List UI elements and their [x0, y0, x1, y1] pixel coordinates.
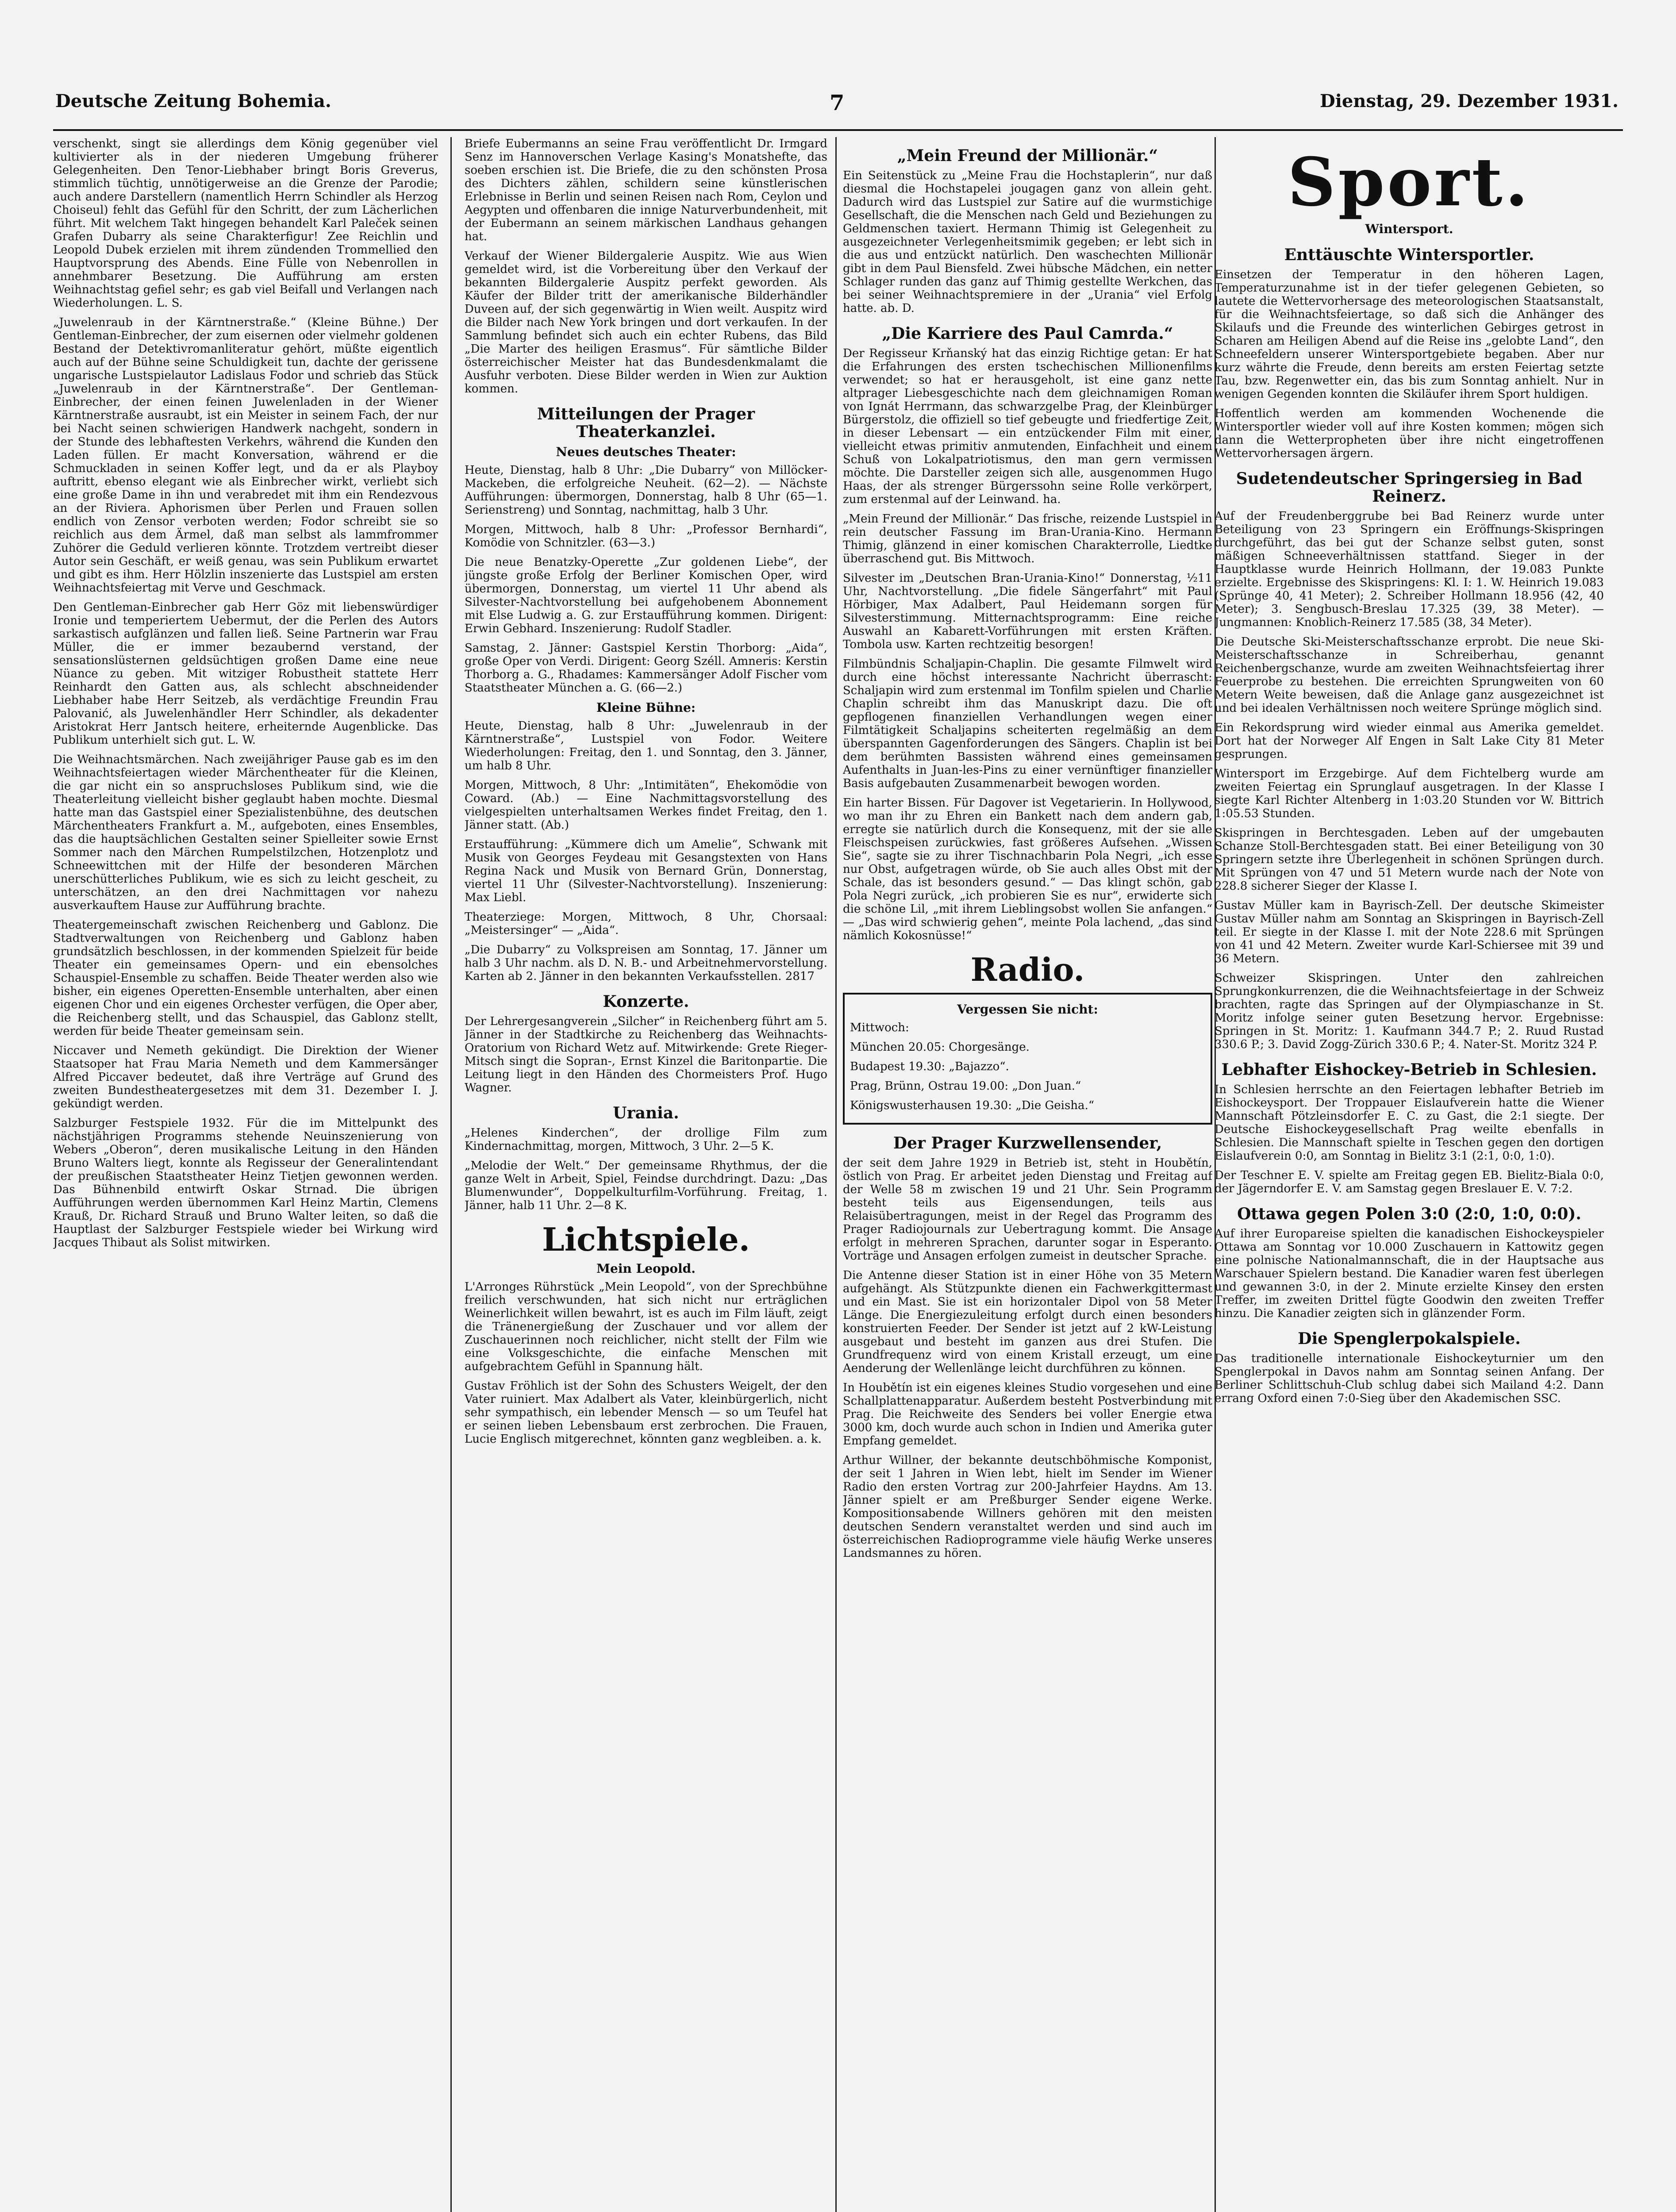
section-heading: „Mein Freund der Millionär.“ [897, 146, 1158, 165]
article-paragraph: Ein harter Bissen. Für Dagover ist Vegetarierin. In Hollywood, wo man ihr zu Ehren ein Bankett nach dem andern gab, erregte sie natürlich durch die Konsequenz, mit der sie alle Fleischspeisen zurückwies, fast größeres Aufsehen. „Wissen Sie“, sagte sie zu ihrer Tischnachbarin Pola Negri, „ich esse nur Obst, aufgetragen würde, ob Sie auch alles Obst mit der Schale, das ist besonders gesund.“ — Das klingt schön, gab Pola Negri zurück, „ich probieren Sie es nur“, erwiderte sich die schöne Lil, „mit ihrem Lieblingsobst wollen Sie anfangen.“ — „Das wird schwierig gehen“, meinte Pola lachend, „das sind nämlich Kokosnüsse!“ [843, 796, 1212, 942]
article-paragraph: Die Antenne dieser Station ist in einer Höhe von 35 Metern aufgehängt. Als Stützpunkte dienen ein Fachwerkgittermast und ein Mast. Sie ist ein horizontaler Dipol von 58 Meter Länge. Die Energiezuleitung erfolgt durch einen besonders konstruierten Feeder. Der Sender ist jetzt auf 2 kW-Leistung ausgebaut und besteht im ganzen aus drei Stufen. Die Grundfrequenz wird von einem Kristall erzeugt, um eine Aenderung der Wellenlänge leicht durchführen zu können. [843, 1269, 1212, 1375]
article-paragraph: Arthur Willner, der bekannte deutschböhmische Komponist, der seit 1 Jahren in Wien lebt, hielt im Sender im Wiener Radio den ersten Vortrag zur 200-Jahrfeier Haydns. Am 13. Jänner spielt er am Preßburger Sender eigene Werke. Kompositionsabende Willners gehören mit den meisten deutschen Sendern veranstaltet werden und sind auch im österreichischen Radioprogramme viele häufig Werke unseres Landsmannes zu hören. [843, 1454, 1212, 1560]
article-paragraph: Ein Rekordsprung wird wieder einmal aus Amerika gemeldet. Dort hat der Norweger Alf Engen in Salt Lake City 81 Meter gesprungen. [1215, 721, 1604, 761]
section-heading: Konzerte. [603, 992, 689, 1011]
article-paragraph: der seit dem Jahre 1929 in Betrieb ist, steht in Houbětín, östlich von Prag. Er arbeitet jeden Dienstag und Freitag auf der Welle 58 m zwischen 19 und 21 Uhr. Sein Programm besteht teils aus Eigensendungen, teils aus Relaisübertragungen, meist in der Regel das Programm des Prager Radiojournals zur Uebertragung kommt. Die Ansage erfolgt in mehreren Sprachen, darunter sogar in Esperanto. Vorträge und Ansagen erfolgen zumeist in deutscher Sprache. [843, 1156, 1212, 1263]
section-heading: Die Spenglerpokalspiele. [1298, 1329, 1521, 1348]
article-paragraph: Samstag, 2. Jänner: Gastspiel Kerstin Thorborg: „Aida“, große Oper von Verdi. Dirigent: Georg Széll. Amneris: Kerstin Thorborg a. G., Rhadames: Kammersänger Adolf Fischer vom Staatstheater München a. G. (66—2.) [465, 641, 827, 695]
article-paragraph: Salzburger Festspiele 1932. Für die im Mittelpunkt des nächstjährigen Programms stehende Neuinszenierung von Webers „Oberon“, deren musikalische Leitung in den Händen Bruno Walters liegt, konnte als Regisseur der Generalintendant der preußischen Staatstheater Heinz Tietjen gewonnen werden. Das Bühnenbild entwirft Oskar Strnad. Die übrigen Aufführungen werden übernommen Karl Heinz Martin, Clemens Krauß, Dr. Richard Strauß und Bruno Walter leiten, so daß die Hauptlast der Salzburger Festspiele wieder bei Wirkung wird Jacques Thibaut als Solist mitwirken. [53, 1117, 438, 1249]
article-paragraph: „Helenes Kinderchen“, der drollige Film zum Kindernachmittag, morgen, Mittwoch, 3 Uhr. 2—5 K. [465, 1126, 827, 1153]
page-number: 7 [830, 91, 845, 115]
article-paragraph: Verkauf der Wiener Bildergalerie Auspitz. Wie aus Wien gemeldet wird, ist die Vorbereitung über den Verkauf der bekannten Bildergalerie Auspitz perfekt geworden. Als Käufer der Bilder tritt der amerikanische Bilderhändler Duveen auf, der sich gegenwärtig in Wien weilt. Auspitz wird die Bilder nach New York bringen und dort verkaufen. In der Sammlung befindet sich auch ein echter Rubens, das Bild „Die Marter des heiligen Erasmus“. Für sämtliche Bilder österreichischer Meister hat das Bundesdenkmalamt die Ausfuhr verboten. Diese Bilder werden in Wien zur Auktion kommen. [465, 250, 827, 396]
radio-box-line: München 20.05: Chorgesänge. [850, 1041, 1030, 1054]
article-paragraph: Filmbündnis Schaljapin-Chaplin. Die gesamte Filmwelt wird durch eine höchst interessante Nachricht überrascht: Schaljapin wird zum erstenmal im Tonfilm spielen und Charlie Chaplin schreibt ihm das Manuskript dazu. Die oft gepflogenen finanziellen Verhandlungen wegen einer Filmtätigkeit Schaljapins scheiterten regelmäßig an dem überspannten Gagenforderungen des Sängers. Chaplin ist bei dem berühmten Bassisten während eines gemeinsamen Aufenthalts in Juan-les-Pins zu einer vernünftiger finanzieller Basis aufgebauten Zusammenarbeit bewogen worden. [843, 657, 1212, 790]
section-heading: Lichtspiele. [542, 1221, 750, 1258]
section-heading: Der Prager Kurzwellensender, [893, 1134, 1162, 1152]
article-paragraph: Auf der Freudenberggrube bei Bad Reinerz wurde unter Beteiligung von 23 Springern ein Eröffnungs-Skispringen durchgeführt, das bei gut der Schanze selbst guten, sonst mäßigen Schneeverhältnissen stattfand. Sieger in der Hauptklasse wurde Heinrich Hollmann, der 19.083 Punkte erzielte. Ergebnisse des Skispringens: Kl. I: 1. W. Heinrich 19.083 (Sprünge 40, 41 Meter); 2. Schreiber Hollmann 18.956 (42, 40 Meter); 3. Sengbusch-Breslau 17.325 (39, 38 Meter). — Jungmannen: Knoblich-Reinerz 17.585 (38, 34 Meter). [1215, 510, 1604, 629]
article-paragraph: In Houbětín ist ein eigenes kleines Studio vorgesehen und eine Schallplattenapparatur. Außerdem besteht Postverbindung mit Prag. Die Reichweite des Senders bei voller Energie etwa 3000 km, doch wurde auch schon in Indien und Amerika guter Empfang gemeldet. [843, 1381, 1212, 1448]
article-paragraph: Der Teschner E. V. spielte am Freitag gegen EB. Bielitz-Biala 0:0, der Jägerndorfer E. V. am Samstag gegen Breslauer E. V. 7:2. [1215, 1169, 1604, 1195]
radio-box-line: Budapest 19.30: „Bajazzo“. [850, 1060, 1009, 1073]
section-heading: Ottawa gegen Polen 3:0 (2:0, 1:0, 0:0). [1237, 1205, 1581, 1223]
sub-heading: Neues deutsches Theater: [556, 445, 736, 459]
sub-heading: Wintersport. [1365, 222, 1453, 236]
column-1 [53, 137, 438, 2212]
section-heading: Sport. [1288, 143, 1531, 221]
article-paragraph: Skispringen in Berchtesgaden. Leben auf der umgebauten Schanze Stoll-Berchtesgaden statt. Bei einer Beteiligung von 30 Springern setzte ihre Überlegenheit in schönen Sprüngen durch. Mit Sprüngen von 47 und 51 Metern wurde nach der Note von 228.8 sicherer Sieger der Klasse I. [1215, 826, 1604, 893]
article-paragraph: Theatergemeinschaft zwischen Reichenberg und Gablonz. Die Stadtverwaltungen von Reichenberg und Gablonz haben grundsätzlich beschlossen, in der kommenden Spielzeit für beide Theater ein gemeinsames Opern- und ein ebensolches Schauspiel-Ensemble zu schaffen. Beide Theater werden also wie bisher, ein eigenes Operetten-Ensemble unterhalten, aber einen eigenen Chor und ein eigenes Orchester verfügen, die Oper aber, die Reichenberg stellt, und das Schauspiel, das Gablonz stellt, werden für beide Theater gemeinsam sein. [53, 918, 438, 1038]
article-paragraph: In Schlesien herrschte an den Feiertagen lebhafter Betrieb im Eishockeysport. Der Troppauer Eislaufverein hatte die Wiener Mannschaft Pötzleinsdorfer E. C. zu Gast, die 2:1 siegte. Der Deutsche Eishockeygesellschaft Prag weilte ebenfalls in Schlesien. Die Mannschaft spielte in Teschen gegen den dortigen Eislaufverein 0:0, am Sonntag in Bielitz 3:1 (2:1, 0:0, 1:0). [1215, 1083, 1604, 1163]
article-paragraph: Briefe Eubermanns an seine Frau veröffentlicht Dr. Irmgard Senz im Hannoverschen Verlage Kasing's Monatshefte, das soeben erschien ist. Die Briefe, die zu den schönsten Prosa des Dichters zählen, schildern seine künstlerischen Erlebnisse in Berlin und seinen Reisen nach Rom, Ceylon und Aegypten und offenbaren die innige Naturverbundenheit, mit der Eubermann an seinem märkischen Landhaus gehangen hat. [465, 137, 827, 243]
article-paragraph: Der Regisseur Krňanský hat das einzig Richtige getan: Er hat die Erfahrungen des ersten tschechischen Millionenfilms verwendet; so hat er herausgeholt, ist eine ganz nette altprager Liebesgeschichte nach dem gleichnamigen Roman von Ignát Herrmann, das schwarzgelbe Prag, der Kleinbürger Bürgerstolz, die offiziell so tief gebeugte und friedfertige Zeit, in dieser Lebensart — ein entzückender Film mit einer, vielleicht etwas primitiv anmutenden, Einfachheit und einem Schuß von Lokalpatriotismus, den man gern vermissen möchte. Die Darsteller zeigen sich alle, ausgenommen Hugo Haas, der als strenger Bürgerssohn seine Rolle verkörpert, zum erstenmal auf der Leinwand. ha. [843, 347, 1212, 506]
article-paragraph: Theaterziege: Morgen, Mittwoch, 8 Uhr, Chorsaal: „Meistersinger“ — „Aida“. [465, 910, 827, 937]
article-paragraph: Ein Seitenstück zu „Meine Frau die Hochstaplerin“, nur daß diesmal die Hochstapelei jougagen ganz von allein geht. Dadurch wird das Lustspiel zur Satire auf die wurmstichige Gesellschaft, die die Menschen nach Geld und Beziehungen zu Geldmenschen taxiert. Hermann Thimig ist Gelegenheit zu ausgezeichneter Verlegenheitsmimik gegeben; er lebt sich in die aus und entzückt natürlich. Den waschechten Millionär gibt in dem Paul Biensfeld. Zwei hübsche Mädchen, ein netter Schlager runden das ganz auf Thimig gestellte Werkchen, das bei seiner Weihnachtspremiere in der „Urania“ viel Erfolg hatte. ab. D. [843, 169, 1212, 315]
sub-heading: Mein Leopold. [596, 1261, 696, 1276]
article-paragraph: „Juwelenraub in der Kärntnerstraße.“ (Kleine Bühne.) Der Gentleman-Einbrecher, der zum eisernen oder vielmehr goldenen Bestand der Detektivromanliteratur gehört, müßte eigentlich auch auf der Bühne seine Schuldigkeit tun, dachte der gerissene ungarische Lustspielautor Ladislaus Fodor und schrieb das Stück „Juwelenraub in der Kärntnerstraße“. Der Gentleman-Einbrecher, der einen feinen Juwelenladen in der Wiener Kärntnerstraße ausraubt, ist ein Meister in seinem Fach, der nur bei Nacht seinen schwierigen Handwerk nachgeht, sondern in der Stunde des lebhaftesten Verkehrs, während die Kunden den Laden füllen. Er macht Konversation, während er die Schmuckladen in seinen Koffer legt, und da er als Playboy auftritt, ebenso elegant wie als Einbrecher wirkt, verliebt sich eine große Dame in ihn und verabredet mit ihm ein Rendezvous an der Riviera. Aphorismen über Perlen und Frauen sollen endlich von Zensor verboten werden; Fodor schreibt sie so reichlich aus dem Ärmel, daß man selbst als lammfrommer Zuhörer die Geduld verlieren könnte. Trotzdem vertreibt dieser Autor sein Geschäft, er weiß genau, was sein Publikum erwartet und gibt es ihm. Herr Hölzlin inszenierte das Lustspiel am ersten Weihnachtsfeiertag mit Verve und Geschmack. [53, 316, 438, 595]
article-paragraph: Der Lehrergesangverein „Silcher“ in Reichenberg führt am 5. Jänner in der Stadtkirche zu Reichenberg das Weihnachts-Oratorium von Richard Wetz auf. Mitwirkende: Grete Rieger-Mitsch singt die Sopran-, Ernst Kinzel die Baritonpartie. Die Leitung liegt in den Händen des Chormeisters Prof. Hugo Wagner. [465, 1015, 827, 1094]
section-heading: Sudetendeutscher Springersieg in Bad Reinerz. [1236, 469, 1583, 506]
radio-box-line: Mittwoch: [850, 1021, 909, 1034]
article-paragraph: Gustav Müller kam in Bayrisch-Zell. Der deutsche Skimeister Gustav Müller nahm am Sonntag an Skispringen in Bayrisch-Zell teil. Er siegte in der Klasse I. mit der Note 228.6 mit Sprüngen von 41 und 42 Metern. Zweiter wurde Karl-Schiersee mit 39 und 36 Metern. [1215, 899, 1604, 965]
article-paragraph: Gustav Fröhlich ist der Sohn des Schusters Weigelt, der den Vater ruiniert. Max Adalbert als Vater, kleinbürgerlich, nicht sehr sympathisch, ein lebender Mensch — so um Teufel hat er seinen lieben Lebensbaum erst zerbrochen. Die Frauen, Lucie Englisch mitgerechnet, könnten ganz wegbleiben. a. k. [465, 1379, 827, 1446]
section-heading: Enttäuschte Wintersportler. [1284, 246, 1534, 264]
article-paragraph: Auf ihrer Europareise spielten die kanadischen Eishockeyspieler Ottawa am Sonntag vor 10.000 Zuschauern in Kattowitz gegen eine polnische Nationalmannschaft, die in der Hauptsache aus Warschauer Spielern bestand. Die Kanadier waren fest überlegen und gewannen 3:0, in der 2. Minute erzielte Kinsey den ersten Treffer, im zweiten Drittel fügte Goodwin den zweiten Treffer hinzu. Die Kanadier zeigten sich in glänzender Form. [1215, 1227, 1604, 1320]
article-paragraph: verschenkt, singt sie allerdings dem König gegenüber viel kultivierter als in der niederen Umgebung früherer Gelegenheiten. Den Tenor-Liebhaber bringt Boris Greverus, stimmlich tüchtig, unnötigerweise an die Grenze der Parodie; auch andere Darstellern (namentlich Herrn Schindler als Herzog Choiseul) fehlt das Gefühl für den Schritt, der zum Lächerlichen führt. Mit welchem Takt hingegen behandelt Karl Paleček seinen Grafen Dubarry als seine Charakterfigur! Zee Reichlin und Leopold Dubek erzielen mit ihrem zündenden Trommellied den Hauptvorsprung des Abends. Eine Fülle von Nebenrollen in annehmbarer Besetzung. Die Aufführung am ersten Weihnachtstag gefiel sehr; es gab viel Beifall und Verlangen nach Wiederholungen. L. S. [53, 137, 438, 310]
article-paragraph: Schweizer Skispringen. Unter den zahlreichen Sprungkonkurrenzen, die die Weihnachtsfeiertage in der Schweiz brachten, ragte das Springen auf der Olympiaschanze in St. Moritz infolge seiner guten Besetzung hervor. Ergebnisse: Springen in St. Moritz: 1. Kaufmann 344.7 P.; 2. Ruud Rustad 330.6 P.; 3. David Zogg-Zürich 330.6 P.; 4. Nater-St. Moritz 324 P. [1215, 972, 1604, 1051]
article-paragraph: Die neue Benatzky-Operette „Zur goldenen Liebe“, der jüngste große Erfolg der Berliner Komischen Oper, wird übermorgen, Donnerstag, um viertel 11 Uhr abend als Silvester-Nachtvorstellung bei aufgehobenem Abonnement mit Else Ludwig a. G. zur Erstaufführung kommen. Dirigent: Erwin Gebhard. Inszenierung: Rudolf Stadler. [465, 556, 827, 635]
radio-box-title: Vergessen Sie nicht: [957, 1002, 1098, 1017]
article-paragraph: Morgen, Mittwoch, halb 8 Uhr: „Professor Bernhardi“, Komödie von Schnitzler. (63—3.) [465, 523, 827, 549]
radio-reminder-box [843, 993, 1212, 1125]
article-paragraph: Einsetzen der Temperatur in den höheren Lagen, Temperaturzunahme ist in der tiefer gelegenen Gebieten, so lautete die Wettervorhersage des meteorologischen Staatsanstalt, für die Weihnachtsfeiertage, so daß sich die Anhänger des Skilaufs und die Freunde des winterlichen Gebirges getrost in Scharen am Heiligen Abend auf die Reise ins „gelobte Land“, den Schneefeldern unserer Wintersportgebiete begaben. Aber nur kurz währte die Freude, denn bereits am ersten Feiertag setzte Tau, bzw. Regenwetter ein, das bis zum Sonntag anhielt. Nur in wenigen Gegenden konnten die Skiläufer ihrem Sport huldigen. [1215, 268, 1604, 401]
article-paragraph: Heute, Dienstag, halb 8 Uhr: „Juwelenraub in der Kärntnerstraße“, Lustspiel von Fodor. Weitere Wiederholungen: Freitag, den 1. und Sonntag, den 3. Jänner, um halb 8 Uhr. [465, 719, 827, 772]
article-paragraph: Erstaufführung: „Kümmere dich um Amelie“, Schwank mit Musik von Georges Feydeau mit Gesangstexten von Hans Regina Nack und Musik von Bernard Grün, Donnerstag, viertel 11 Uhr (Silvester-Nachtvorstellung). Inszenierung: Max Liebl. [465, 838, 827, 904]
article-paragraph: Die Weihnachtsmärchen. Nach zweijähriger Pause gab es im den Weihnachtsfeiertagen wieder Märchentheater für die Kleinen, die gar nicht ein so anspruchsloses Publikum sind, wie die Theaterleitung vielleicht bisher geglaubt haben mochte. Diesmal hatte man das Gastspiel einer Spezialistenbühne, des deutschen Märchentheaters Frankfurt a. M., aufgeboten, eines Ensembles, das die hauptsächlichen Gestalten seiner Spielleiter sowie Ernst Sommer nach den Märchen Rumpelstilzchen, Hotzenplotz und Schneewittchen mit der Hilfe der besonderen Märchen unerschütterliches Publikum, wie es sich zu leicht gescheit, zu unterschätzen, an den drei Nachmittagen vor nahezu ausverkauftem Hause zur Aufführung brachte. [53, 753, 438, 912]
section-heading: „Die Karriere des Paul Camrda.“ [882, 324, 1173, 343]
radio-box-line: Prag, Brünn, Ostrau 19.00: „Don Juan.“ [850, 1079, 1081, 1093]
article-paragraph: L'Arronges Rührstück „Mein Leopold“, von der Sprechbühne freilich verschwunden, hat sich nicht nur erträglichen Weinerlichkeit willen bewahrt, ist es auch im Film läuft, zeigt die Tränenergießung der Zuschauer und vor allem der Zuschauerinnen noch reichlicher, nicht stellt der Film wie eine Volksgeschichte, die einfache Menschen mit aufgebrachtem Gefühl in Spannung hält. [465, 1280, 827, 1373]
column-4 [1215, 137, 1604, 2212]
article-paragraph: Wintersport im Erzgebirge. Auf dem Fichtelberg wurde am zweiten Feiertag ein Sprunglauf ausgetragen. In der Klasse I siegte Karl Richter Altenberg in 1:03.20 Stunden vor W. Bittrich 1:05.53 Stunden. [1215, 767, 1604, 820]
section-heading: Mitteilungen der Prager Theaterkanzlei. [537, 405, 755, 441]
masthead-date: Dienstag, 29. Dezember 1931. [1320, 91, 1618, 111]
radio-box-line: Königswusterhausen 19.30: „Die Geisha.“ [850, 1099, 1095, 1112]
column-rule [835, 137, 837, 2212]
section-heading: Lebhafter Eishockey-Betrieb in Schlesien. [1221, 1060, 1597, 1079]
article-paragraph: Die Deutsche Ski-Meisterschaftsschanze erprobt. Die neue Ski-Meisterschaftsschanze in Schreiberhau, genannt Reichenbergschanze, wurde am zweiten Weihnachtsfeiertag ihrer Feuerprobe zu bestehen. Die erreichten Sprungweiten von 60 Metern Weite beweisen, daß die Anlage ganz ausgezeichnet ist und bei idealen Verhältnissen noch weitere Sprünge möglich sind. [1215, 635, 1604, 715]
section-heading: Urania. [613, 1104, 679, 1122]
masthead-left: Deutsche Zeitung Bohemia. [55, 91, 331, 111]
sub-heading: Kleine Bühne: [596, 700, 696, 715]
article-paragraph: Hoffentlich werden am kommenden Wochenende die Wintersportler wieder voll auf ihre Kosten kommen; mögen sich dann die Wetterpropheten über ihre nicht eingetroffenen Wettervorhersagen ärgern. [1215, 407, 1604, 460]
article-paragraph: Morgen, Mittwoch, 8 Uhr: „Intimitäten“, Ehekomödie von Coward. (Ab.) — Eine Nachmittagsvorstellung des vielgespielten unterhaltsamen Werkes findet Freitag, den 1. Jänner statt. (Ab.) [465, 779, 827, 832]
article-paragraph: „Mein Freund der Millionär.“ Das frische, reizende Lustspiel in rein deutscher Fassung im Bran-Urania-Kino. Hermann Thimig, glänzend in einer komischen Charakterrolle, Liedtke überraschend gut. Bis Mittwoch. [843, 512, 1212, 565]
article-paragraph: Silvester im „Deutschen Bran-Urania-Kino!“ Donnerstag, ½11 Uhr, Nachtvorstellung. „Die fidele Sängerfahrt“ mit Paul Hörbiger, Max Adalbert, Paul Heidemann sorgen für Silvesterstimmung. Mitternachtsprogramm: Eine reiche Auswahl an Kabarett-Vorführungen mit ersten Kräften. Tombola usw. Karten rechtzeitig besorgen! [843, 572, 1212, 651]
article-paragraph: Heute, Dienstag, halb 8 Uhr: „Die Dubarry“ von Millöcker-Mackeben, die erfolgreiche Neuheit. (62—2). — Nächste Aufführungen: übermorgen, Donnerstag, halb 8 Uhr (65—1. Serienstreng) und Sonntag, nachmittag, halb 3 Uhr. [465, 464, 827, 517]
header-rule [53, 129, 1623, 131]
article-paragraph: Das traditionelle internationale Eishockeyturnier um den Spenglerpokal in Davos nahm am Sonntag seinen Anfang. Der Berliner Schlittschuh-Club schlug dabei sich Mailand 4:2. Dann errang Oxford einen 7:0-Sieg über den Akademischen SSC. [1215, 1352, 1604, 1405]
section-heading: Radio. [970, 951, 1085, 988]
column-2 [465, 137, 827, 2212]
column-3 [843, 137, 1212, 2212]
article-paragraph: Niccaver und Nemeth gekündigt. Die Direktion der Wiener Staatsoper hat Frau Maria Nemeth und dem Kammersänger Alfred Piccaver bedeutet, daß ihre Verträge auf Grund des zweiten Bundestheatergesetzes mit dem 31. Dezember I. J. gekündigt werden. [53, 1044, 438, 1110]
article-paragraph: „Melodie der Welt.“ Der gemeinsame Rhythmus, der die ganze Welt in Arbeit, Spiel, Feindse durchdringt. Dazu: „Das Blumenwunder“, Doppelkulturfilm-Vorführung. Freitag, 1. Jänner, halb 11 Uhr. 2—8 K. [465, 1159, 827, 1212]
article-paragraph: Den Gentleman-Einbrecher gab Herr Göz mit liebenswürdiger Ironie und temperiertem Uebermut, der die Perlen des Autors sarkastisch aufglänzen und fallen ließ. Seine Partnerin war Frau Müller, die er immer bezaubernd verstand, der sensationslüsternen geldsüchtigen großen Dame eine neue Nüance zu geben. Mit witziger Robustheit stattete Herr Reinhardt den Gatten aus, als schlecht abschneidender Liebhaber habe Herr Seitzeb, als verdächtige Freundin Frau Palovanić, als Juwelenhändler Herr Schindler, als dekadenter Aristokrat Herr Jantsch heitere, erheiternde Augenblicke. Das Publikum unterhielt sich gut. L. W. [53, 601, 438, 747]
article-paragraph: „Die Dubarry“ zu Volkspreisen am Sonntag, 17. Jänner um halb 3 Uhr nachm. als D. N. B.- und Arbeitnehmervorstellung. Karten ab 2. Jänner in den bekannten Verkaufsstellen. 2817 [465, 943, 827, 983]
column-rule [450, 137, 452, 2212]
